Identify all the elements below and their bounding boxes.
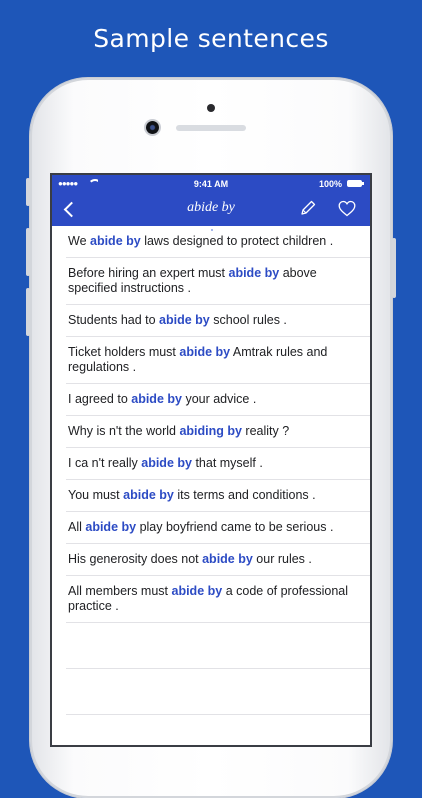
edit-button[interactable] [299,199,317,217]
sentence-row[interactable] [66,416,370,448]
sentence-keyword: abide by [159,313,210,327]
sentence-text-after: Amtrak rules and regulations . [68,345,328,374]
nav-bar [52,193,370,226]
sentence-keyword: abide by [179,345,231,359]
favorite-button[interactable] [338,200,356,217]
speaker [176,125,246,131]
nav-title: abide by [187,200,235,215]
sentence-text-before: Why is n't the world [68,424,180,438]
sentence-text-before: You must [68,488,124,502]
empty-row [66,715,370,745]
sentence-keyword: abide by [90,234,141,248]
empty-row [66,623,370,669]
front-camera [146,121,159,134]
sentence-text-after: our rules . [252,552,312,566]
battery-icon [347,180,362,187]
sentence-text-after: its terms and conditions . [173,488,316,502]
top-bar [52,175,370,226]
sentence-text-after: a code of professional practice . [68,584,348,613]
sentence-keyword: abide by [171,584,223,598]
sentence-keyword: abide by [141,456,192,470]
sentence-text-before: I agreed to [68,392,132,406]
sentence-keyword: abide by [228,266,280,280]
sentence-text-before: All [68,520,86,534]
sentence-text-before: Ticket holders must [68,345,180,359]
power-button [392,238,396,298]
promo-title: Sample sentences [93,24,329,53]
empty-row [66,669,370,715]
mute-switch [26,178,30,206]
sentence-keyword: abide by [85,520,137,534]
status-time: 9:41 AM [193,179,229,189]
sentence-row[interactable] [66,305,370,337]
sentence-keyword: abide by [202,552,253,566]
sentence-text-before: We [68,234,90,248]
sentence-text-before: I ca n't really [68,456,142,470]
sentence-row[interactable] [66,384,370,416]
volume-up-button [26,228,30,276]
sentence-row[interactable] [66,544,370,576]
sentence-row[interactable] [66,576,370,623]
sentence-keyword: abide by [131,392,182,406]
battery-percent: 100% [318,179,342,189]
heart-icon [338,200,356,217]
sentence-text-after: that myself . [191,456,263,470]
sentence-text-after: school rules . [209,313,287,327]
sentence-row[interactable] [66,226,370,258]
sentence-row[interactable] [66,337,370,384]
phone-screen [52,175,370,745]
sentence-row[interactable] [66,480,370,512]
signal-icon: ●●●●● [58,179,78,188]
sentence-list [66,226,370,745]
sentence-text-after: play boyfriend came to be serious . [136,520,334,534]
sentence-text-after: reality ? [241,424,290,438]
sentence-text-before: Before hiring an expert must [68,266,229,280]
sentence-text-before: His generosity does not [68,552,203,566]
sentence-text-after: above specified instructions . [68,266,317,295]
sentence-row[interactable] [66,448,370,480]
pencil-icon [299,199,317,217]
status-bar [52,175,370,193]
sentence-text-before: All members must [68,584,172,598]
sensor-dot [207,104,215,112]
sentence-row[interactable] [66,512,370,544]
sentence-keyword: abide by [123,488,174,502]
sentence-text-after: laws designed to protect children . [140,234,334,248]
sentence-text-before: Students had to [68,313,160,327]
sentence-row[interactable] [66,258,370,305]
volume-down-button [26,288,30,336]
sentence-text-after: your advice . [181,392,257,406]
sentence-keyword: abiding by [179,424,242,438]
